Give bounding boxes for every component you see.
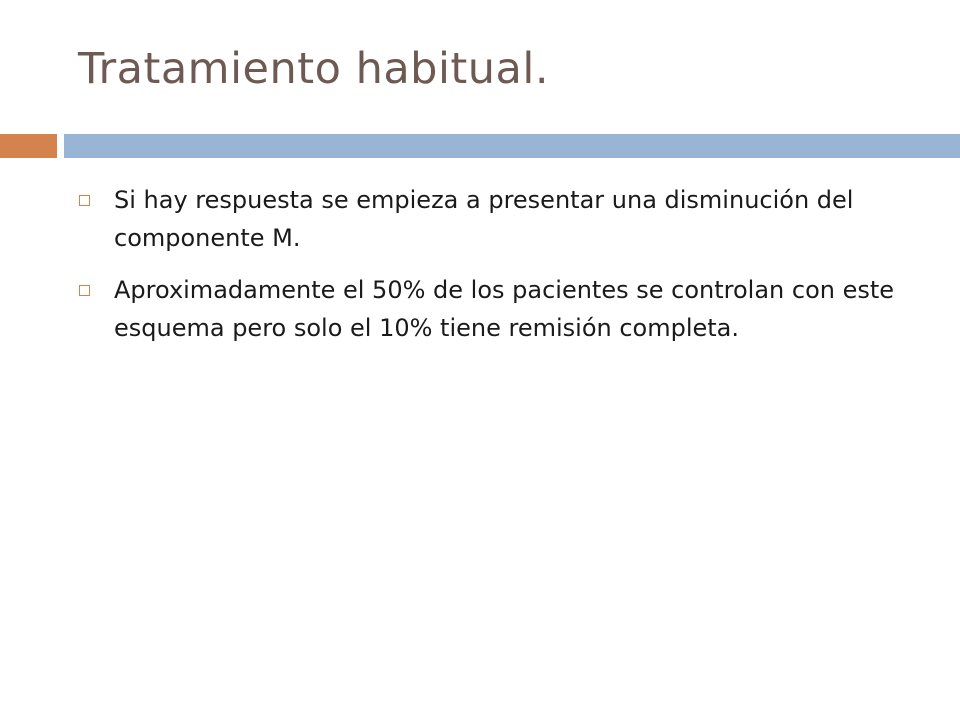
bullet-item — [76, 271, 896, 347]
bullet-list — [76, 181, 896, 361]
bullet-text: Aproximadamente el 50% de los pacientes se controlan con este esquema pero solo el 10% tiene remisión completa. — [114, 276, 895, 342]
square-bullet-icon — [79, 195, 90, 206]
square-bullet-icon — [79, 285, 90, 296]
bullet-text: Si hay respuesta se empieza a presentar una disminución del componente M. — [114, 186, 854, 252]
title-accent-bar — [0, 134, 57, 158]
slide-title: Tratamiento habitual. — [78, 44, 549, 94]
title-divider-bar — [64, 134, 960, 158]
bullet-item — [76, 181, 896, 257]
